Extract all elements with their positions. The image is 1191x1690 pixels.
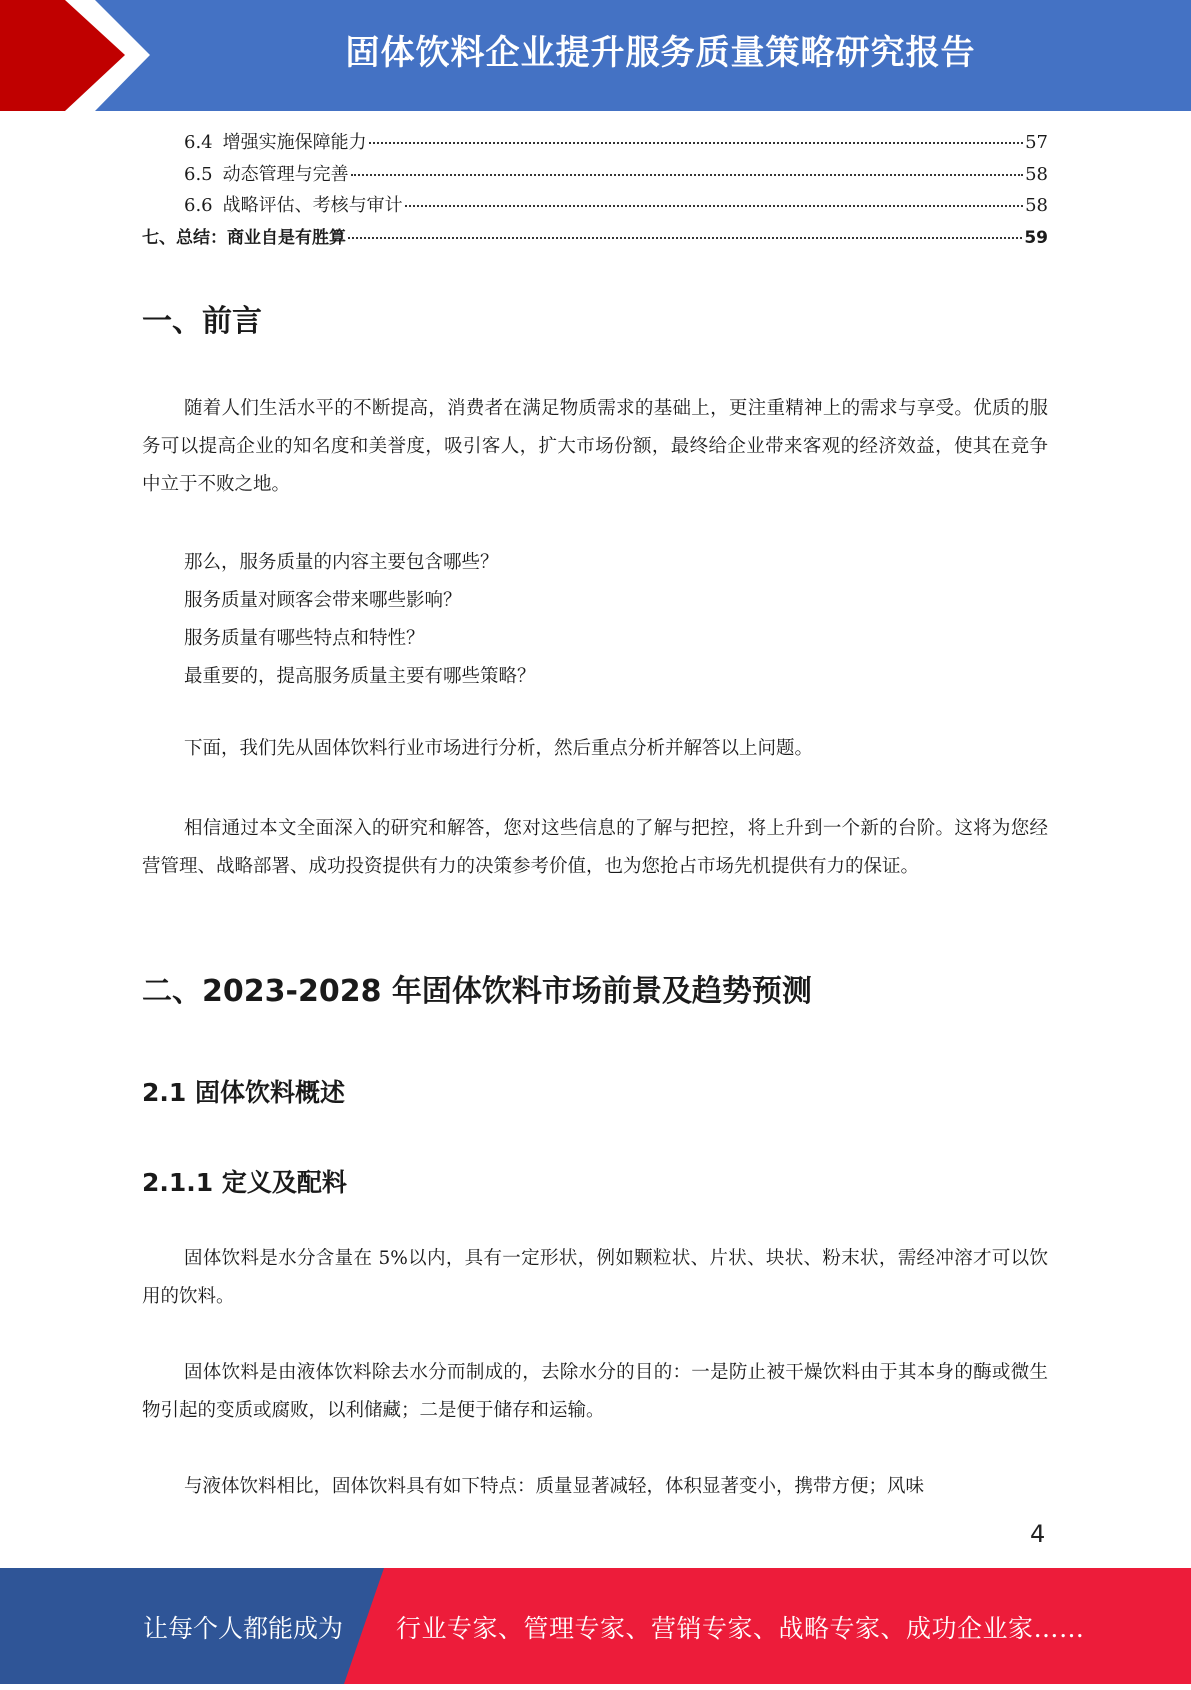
paragraph: 相信通过本文全面深入的研究和解答，您对这些信息的了解与把控，将上升到一个新的台阶。这将为您经营管理、战略部署、成功投资提供有力的决策参考价值，也为您抢占市场先机提供有力的保证。: [142, 818, 1048, 877]
toc-entry-page: 59: [1024, 227, 1048, 248]
subsection-heading: 2.1 固体饮料概述: [142, 1078, 345, 1107]
report-title: 固体饮料企业提升服务质量策略研究报告: [345, 33, 976, 73]
toc-entry-title: 七、总结：商业自是有胜算: [142, 227, 346, 248]
toc-entry-page: 58: [1025, 163, 1048, 185]
table-of-contents: [142, 128, 1048, 254]
toc-entry-number: 6.6: [184, 195, 213, 216]
toc-entry-number: 6.4: [184, 132, 213, 153]
toc-entry[interactable]: [142, 128, 1048, 160]
question-line: 那么，服务质量的内容主要包含哪些？: [184, 552, 499, 573]
question-line: 最重要的，提高服务质量主要有哪些策略？: [184, 666, 536, 687]
toc-leader-dots: [405, 205, 1023, 207]
toc-entry-page: 57: [1025, 132, 1048, 153]
question-line: 服务质量对顾客会带来哪些影响？: [184, 590, 462, 611]
page-number: 4: [1030, 1520, 1046, 1548]
toc-entry-title: 增强实施保障能力: [222, 132, 367, 153]
toc-entry[interactable]: [142, 191, 1048, 223]
question-line: 服务质量有哪些特点和特性？: [184, 628, 425, 649]
page-header: [0, 0, 1191, 111]
paragraph: 固体饮料是水分含量在 5%以内，具有一定形状，例如颗粒状、片状、块状、粉末状，需经冲溶才可以饮用的饮料。: [142, 1248, 1048, 1307]
toc-entry-chapter[interactable]: [142, 223, 1048, 255]
footer-slogan-left: 让每个人都能成为: [143, 1614, 344, 1643]
page-footer: [0, 1568, 1191, 1684]
paragraph: 下面，我们先从固体饮料行业市场进行分析，然后重点分析并解答以上问题。: [184, 738, 814, 759]
paragraph: 随着人们生活水平的不断提高，消费者在满足物质需求的基础上，更注重精神上的需求与享受。优质的服务可以提高企业的知名度和美誉度，吸引客人，扩大市场份额，最终给企业带来客观的经济效益，使其在竞争中立于不败之地。: [142, 398, 1048, 495]
footer-slogan-right: 行业专家、管理专家、营销专家、战略专家、成功企业家……: [396, 1614, 1085, 1643]
toc-leader-dots: [351, 174, 1023, 176]
section-heading-preface: 一、前言: [142, 304, 262, 339]
toc-entry-page: 58: [1025, 195, 1048, 216]
subsection-heading: 2.1.1 定义及配料: [142, 1168, 347, 1197]
section-heading-market: 二、2023-2028 年固体饮料市场前景及趋势预测: [142, 974, 812, 1009]
paragraph: 固体饮料是由液体饮料除去水分而制成的，去除水分的目的：一是防止被干燥饮料由于其本身的酶或微生物引起的变质或腐败，以利储藏；二是便于储存和运输。: [142, 1362, 1048, 1421]
toc-entry-title: 动态管理与完善: [222, 163, 349, 185]
toc-leader-dots: [369, 142, 1023, 144]
paragraph: 与液体饮料相比，固体饮料具有如下特点：质量显著减轻，体积显著变小，携带方便；风味: [184, 1476, 925, 1497]
toc-leader-dots: [348, 237, 1022, 239]
toc-entry-number: 6.5: [184, 163, 213, 185]
toc-entry[interactable]: [142, 160, 1048, 192]
toc-entry-title: 战略评估、考核与审计: [222, 195, 403, 216]
